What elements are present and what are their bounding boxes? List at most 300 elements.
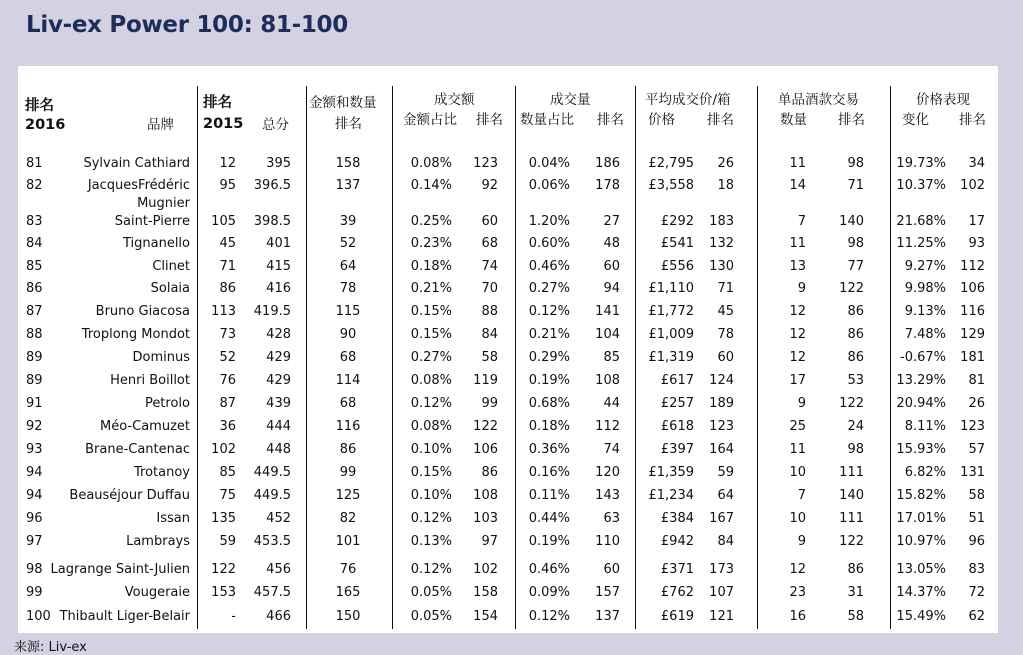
cell-price-change: 14.37% (896, 585, 946, 600)
table-row (18, 585, 998, 603)
header-single-rank: 排名 (838, 112, 865, 128)
cell-avg-price: £762 (660, 585, 694, 600)
cell-turnover-rank: 119 (473, 373, 498, 388)
cell-volume-share: 0.46% (528, 259, 570, 274)
cell-single-count: 12 (789, 327, 806, 342)
cell-price-change: 15.82% (896, 488, 946, 503)
cell-price-change: 9.27% (904, 259, 946, 274)
cell-brand: Solaia (150, 281, 190, 296)
cell-price-change: 7.48% (904, 327, 946, 342)
table-row (18, 327, 998, 345)
cell-total-score: 448 (266, 442, 291, 457)
cell-price-rank: 106 (960, 281, 985, 296)
cell-price-rank: 93 (968, 236, 985, 251)
cell-avg-price: £1,009 (648, 327, 694, 342)
cell-price-rank: 129 (960, 327, 985, 342)
cell-single-rank: 122 (839, 534, 864, 549)
cell-single-rank: 86 (847, 304, 864, 319)
header-volume-rank: 排名 (597, 112, 624, 128)
cell-brand: Petrolo (144, 396, 190, 411)
cell-brand: Vougeraie (124, 585, 190, 600)
cell-rank-2015: - (231, 609, 236, 624)
cell-rank-2015: 75 (219, 488, 236, 503)
cell-avg-price: £556 (660, 259, 694, 274)
header-year-2016: 2016 (25, 117, 66, 133)
cell-turnover-rank: 70 (481, 281, 498, 296)
cell-volume-share: 0.68% (528, 396, 570, 411)
cell-turnover-share: 0.05% (410, 609, 452, 624)
cell-brand: Dominus (132, 350, 190, 365)
cell-rank-2015: 76 (219, 373, 236, 388)
cell-rank-2016: 92 (26, 419, 43, 434)
cell-avg-price-rank: 183 (709, 214, 734, 229)
cell-avg-price: £942 (660, 534, 694, 549)
header-turnover: 成交额 (434, 92, 475, 108)
cell-rank-2016: 97 (26, 534, 43, 549)
cell-price-rank: 131 (960, 465, 985, 480)
cell-single-rank: 98 (847, 156, 864, 171)
cell-volume-share: 0.18% (528, 419, 570, 434)
cell-volume-share: 0.06% (528, 178, 570, 193)
cell-turnover-share: 0.05% (410, 585, 452, 600)
cell-avg-price-rank: 124 (709, 373, 734, 388)
cell-single-rank: 111 (839, 511, 864, 526)
cell-avg-price-rank: 121 (709, 609, 734, 624)
cell-volume-rank: 186 (595, 156, 620, 171)
cell-turnover-rank: 99 (481, 396, 498, 411)
cell-avg-price-rank: 107 (709, 585, 734, 600)
cell-avg-price-rank: 167 (709, 511, 734, 526)
cell-avg-price: £619 (660, 609, 694, 624)
cell-turnover-rank: 86 (481, 465, 498, 480)
cell-avg-price: £1,110 (648, 281, 694, 296)
header-rank-2015-label: 排名 (203, 95, 232, 111)
cell-amount-qty-rank: 76 (339, 562, 357, 577)
cell-turnover-rank: 103 (473, 511, 498, 526)
cell-volume-share: 0.12% (528, 304, 570, 319)
cell-rank-2015: 135 (211, 511, 236, 526)
cell-avg-price: £1,234 (648, 488, 694, 503)
cell-single-rank: 53 (847, 373, 864, 388)
table-row (18, 609, 998, 627)
cell-volume-share: 0.09% (528, 585, 570, 600)
cell-price-rank: 72 (968, 585, 985, 600)
cell-volume-share: 0.29% (528, 350, 570, 365)
cell-rank-2016: 89 (26, 350, 43, 365)
cell-avg-price: £1,772 (648, 304, 694, 319)
cell-single-count: 12 (789, 350, 806, 365)
cell-total-score: 466 (266, 609, 291, 624)
cell-brand: Bruno Giacosa (95, 304, 190, 319)
cell-amount-qty-rank: 116 (335, 419, 361, 434)
cell-amount-qty-rank: 114 (335, 373, 361, 388)
cell-total-score: 415 (266, 259, 291, 274)
cell-amount-qty-rank: 68 (339, 396, 357, 411)
cell-price-change: 19.73% (896, 156, 946, 171)
cell-amount-qty-rank: 39 (339, 214, 357, 229)
cell-brand: Trotanoy (134, 465, 190, 480)
table-row (18, 350, 998, 368)
cell-turnover-share: 0.08% (410, 373, 452, 388)
cell-volume-rank: 120 (595, 465, 620, 480)
cell-turnover-share: 0.08% (410, 419, 452, 434)
cell-rank-2015: 95 (219, 178, 236, 193)
header-price-change: 变化 (902, 112, 929, 128)
cell-single-count: 11 (789, 156, 806, 171)
cell-brand: Méo-Camuzet (100, 419, 190, 434)
table-row (18, 214, 998, 232)
cell-single-count: 7 (797, 488, 806, 503)
cell-rank-2015: 122 (211, 562, 236, 577)
header-turnover-share: 金额占比 (403, 112, 457, 128)
cell-volume-share: 0.60% (528, 236, 570, 251)
cell-turnover-rank: 60 (481, 214, 498, 229)
cell-single-rank: 140 (839, 488, 864, 503)
table-row (18, 156, 998, 174)
cell-volume-share: 0.27% (528, 281, 570, 296)
cell-price-rank: 181 (960, 350, 985, 365)
cell-price-change: 8.11% (904, 419, 946, 434)
cell-avg-price-rank: 132 (709, 236, 734, 251)
cell-rank-2015: 85 (219, 465, 236, 480)
cell-rank-2015: 153 (211, 585, 236, 600)
table-row (18, 511, 998, 529)
cell-amount-qty-rank: 82 (339, 511, 357, 526)
cell-total-score: 395 (266, 156, 291, 171)
table-row (18, 304, 998, 322)
cell-brand: Clinet (152, 259, 190, 274)
header-turnover-rank: 排名 (476, 112, 503, 128)
cell-volume-rank: 137 (595, 609, 620, 624)
header-avg-price: 平均成交价/箱 (645, 92, 731, 108)
cell-avg-price-rank: 78 (717, 327, 734, 342)
cell-rank-2016: 89 (26, 373, 43, 388)
cell-turnover-share: 0.18% (410, 259, 452, 274)
cell-volume-share: 0.21% (528, 327, 570, 342)
cell-volume-rank: 108 (595, 373, 620, 388)
cell-amount-qty-rank: 86 (339, 442, 357, 457)
cell-price-rank: 34 (968, 156, 985, 171)
cell-total-score: 452 (266, 511, 291, 526)
cell-avg-price-rank: 189 (709, 396, 734, 411)
cell-price-change: 17.01% (896, 511, 946, 526)
cell-total-score: 456 (266, 562, 291, 577)
cell-turnover-rank: 84 (481, 327, 498, 342)
cell-turnover-rank: 158 (473, 585, 498, 600)
cell-avg-price: £618 (660, 419, 694, 434)
cell-single-count: 14 (789, 178, 806, 193)
cell-brand: Thibault Liger-Belair (59, 609, 190, 624)
cell-rank-2016: 81 (26, 156, 43, 171)
cell-rank-2015: 36 (219, 419, 236, 434)
cell-amount-qty-rank: 68 (339, 350, 357, 365)
cell-price-change: -0.67% (900, 350, 946, 365)
cell-total-score: 401 (266, 236, 291, 251)
cell-volume-rank: 157 (595, 585, 620, 600)
cell-turnover-share: 0.13% (410, 534, 452, 549)
cell-rank-2016: 85 (26, 259, 43, 274)
cell-single-count: 9 (797, 534, 806, 549)
cell-rank-2016: 99 (26, 585, 43, 600)
cell-volume-share: 0.36% (528, 442, 570, 457)
cell-turnover-share: 0.25% (410, 214, 452, 229)
ranking-table (18, 66, 998, 633)
cell-price-rank: 116 (960, 304, 985, 319)
cell-price-rank: 123 (960, 419, 985, 434)
cell-turnover-rank: 74 (481, 259, 498, 274)
cell-turnover-share: 0.15% (410, 304, 452, 319)
cell-rank-2016: 91 (26, 396, 43, 411)
cell-amount-qty-rank: 165 (335, 585, 361, 600)
cell-total-score: 449.5 (253, 465, 291, 480)
cell-single-count: 10 (789, 465, 806, 480)
cell-rank-2016: 82 (26, 178, 43, 193)
cell-brand: Henri Boillot (110, 373, 190, 388)
cell-rank-2015: 59 (219, 534, 236, 549)
table-row (18, 178, 998, 211)
cell-price-change: 15.93% (896, 442, 946, 457)
table-row (18, 465, 998, 483)
table-row (18, 259, 998, 277)
cell-avg-price-rank: 71 (717, 281, 734, 296)
cell-avg-price-rank: 130 (709, 259, 734, 274)
cell-volume-rank: 27 (603, 214, 620, 229)
cell-rank-2016: 94 (26, 488, 43, 503)
header-amount-qty-rank: 排名 (335, 116, 362, 132)
cell-avg-price-rank: 59 (717, 465, 734, 480)
cell-single-rank: 111 (839, 465, 864, 480)
table-row (18, 534, 998, 552)
cell-amount-qty-rank: 64 (339, 259, 357, 274)
cell-brand: Issan (156, 511, 190, 526)
table-row (18, 419, 998, 437)
cell-rank-2015: 113 (211, 304, 236, 319)
cell-amount-qty-rank: 125 (335, 488, 361, 503)
cell-price-rank: 83 (968, 562, 985, 577)
cell-volume-share: 0.11% (528, 488, 570, 503)
cell-single-rank: 31 (847, 585, 864, 600)
cell-turnover-rank: 108 (473, 488, 498, 503)
cell-turnover-rank: 58 (481, 350, 498, 365)
cell-price-change: 15.49% (896, 609, 946, 624)
cell-avg-price-rank: 164 (709, 442, 734, 457)
cell-price-rank: 62 (968, 609, 985, 624)
cell-turnover-rank: 92 (481, 178, 498, 193)
header-volume-share: 数量占比 (520, 112, 574, 128)
cell-amount-qty-rank: 78 (339, 281, 357, 296)
table-row (18, 442, 998, 460)
cell-single-count: 11 (789, 236, 806, 251)
cell-volume-share: 0.46% (528, 562, 570, 577)
cell-price-rank: 102 (960, 178, 985, 193)
cell-brand: Lambrays (126, 534, 190, 549)
cell-rank-2015: 105 (211, 214, 236, 229)
cell-single-rank: 58 (847, 609, 864, 624)
cell-total-score: 449.5 (253, 488, 291, 503)
header-price-rank: 排名 (959, 112, 986, 128)
cell-rank-2016: 98 (26, 562, 43, 577)
table-row (18, 488, 998, 506)
cell-single-rank: 71 (847, 178, 864, 193)
cell-price-rank: 58 (968, 488, 985, 503)
cell-volume-rank: 178 (595, 178, 620, 193)
cell-volume-share: 0.16% (528, 465, 570, 480)
cell-total-score: 439 (266, 396, 291, 411)
cell-single-count: 10 (789, 511, 806, 526)
header-avg-price-rank: 排名 (707, 112, 734, 128)
cell-turnover-share: 0.10% (410, 488, 452, 503)
cell-volume-rank: 104 (595, 327, 620, 342)
cell-amount-qty-rank: 90 (339, 327, 357, 342)
cell-volume-rank: 63 (603, 511, 620, 526)
cell-avg-price: £2,795 (648, 156, 694, 171)
cell-volume-share: 0.19% (528, 373, 570, 388)
header-amount-qty: 金额和数量 (309, 95, 377, 111)
table-row (18, 281, 998, 299)
source-note: 来源: Liv-ex (14, 640, 87, 655)
header-single-count: 数量 (780, 112, 807, 128)
cell-total-score: 428 (266, 327, 291, 342)
cell-avg-price-rank: 64 (717, 488, 734, 503)
cell-rank-2015: 73 (219, 327, 236, 342)
cell-amount-qty-rank: 99 (339, 465, 357, 480)
cell-amount-qty-rank: 115 (335, 304, 361, 319)
cell-single-rank: 86 (847, 350, 864, 365)
cell-turnover-share: 0.15% (410, 327, 452, 342)
table-row (18, 396, 998, 414)
cell-single-rank: 140 (839, 214, 864, 229)
cell-price-rank: 17 (968, 214, 985, 229)
cell-volume-rank: 60 (603, 562, 620, 577)
cell-avg-price-rank: 18 (717, 178, 734, 193)
cell-amount-qty-rank: 137 (335, 178, 361, 193)
cell-brand: JacquesFrédéric (87, 178, 190, 193)
cell-rank-2015: 12 (219, 156, 236, 171)
cell-rank-2015: 86 (219, 281, 236, 296)
cell-avg-price: £292 (660, 214, 694, 229)
cell-volume-rank: 74 (603, 442, 620, 457)
cell-rank-2016: 100 (26, 609, 51, 624)
cell-total-score: 429 (266, 373, 291, 388)
cell-brand: Beauséjour Duffau (69, 488, 190, 503)
cell-amount-qty-rank: 101 (335, 534, 361, 549)
cell-brand: Saint-Pierre (114, 214, 190, 229)
cell-single-rank: 98 (847, 442, 864, 457)
cell-turnover-rank: 106 (473, 442, 498, 457)
cell-turnover-share: 0.12% (410, 511, 452, 526)
cell-single-count: 13 (789, 259, 806, 274)
cell-total-score: 419.5 (253, 304, 291, 319)
cell-price-change: 6.82% (904, 465, 946, 480)
cell-single-count: 9 (797, 281, 806, 296)
cell-amount-qty-rank: 52 (339, 236, 357, 251)
cell-volume-rank: 112 (595, 419, 620, 434)
cell-avg-price-rank: 173 (709, 562, 734, 577)
header-avg-price-value: 价格 (648, 112, 675, 128)
cell-avg-price: £384 (660, 511, 694, 526)
cell-rank-2015: 102 (211, 442, 236, 457)
cell-turnover-rank: 68 (481, 236, 498, 251)
cell-price-rank: 81 (968, 373, 985, 388)
header-single-wine: 单品酒款交易 (778, 92, 859, 108)
cell-price-rank: 112 (960, 259, 985, 274)
cell-rank-2016: 88 (26, 327, 43, 342)
cell-volume-rank: 141 (595, 304, 620, 319)
cell-turnover-rank: 154 (473, 609, 498, 624)
cell-single-count: 17 (789, 373, 806, 388)
cell-rank-2015: 45 (219, 236, 236, 251)
cell-price-change: 9.13% (904, 304, 946, 319)
cell-turnover-rank: 102 (473, 562, 498, 577)
cell-turnover-share: 0.12% (410, 562, 452, 577)
cell-volume-rank: 60 (603, 259, 620, 274)
cell-price-rank: 57 (968, 442, 985, 457)
cell-avg-price-rank: 60 (717, 350, 734, 365)
cell-single-count: 11 (789, 442, 806, 457)
cell-total-score: 398.5 (253, 214, 291, 229)
cell-single-count: 7 (797, 214, 806, 229)
cell-avg-price: £1,359 (648, 465, 694, 480)
cell-avg-price-rank: 45 (717, 304, 734, 319)
cell-turnover-share: 0.10% (410, 442, 452, 457)
cell-brand: Sylvain Cathiard (83, 156, 190, 171)
cell-total-score: 457.5 (253, 585, 291, 600)
cell-rank-2015: 87 (219, 396, 236, 411)
cell-rank-2016: 83 (26, 214, 43, 229)
header-price-perf: 价格表现 (916, 92, 970, 108)
cell-rank-2016: 84 (26, 236, 43, 251)
cell-single-rank: 122 (839, 281, 864, 296)
cell-brand: Lagrange Saint-Julien (50, 562, 190, 577)
cell-turnover-share: 0.14% (410, 178, 452, 193)
cell-volume-share: 0.04% (528, 156, 570, 171)
cell-avg-price: £257 (660, 396, 694, 411)
cell-turnover-rank: 97 (481, 534, 498, 549)
cell-volume-rank: 85 (603, 350, 620, 365)
cell-rank-2015: 52 (219, 350, 236, 365)
cell-turnover-share: 0.15% (410, 465, 452, 480)
header-total-score: 总分 (262, 117, 289, 133)
header-year-2015: 2015 (203, 116, 244, 132)
cell-single-count: 12 (789, 304, 806, 319)
cell-price-change: 21.68% (896, 214, 946, 229)
cell-avg-price: £617 (660, 373, 694, 388)
header-rank-2016-label: 排名 (25, 98, 54, 114)
cell-price-change: 20.94% (896, 396, 946, 411)
cell-brand: Troplong Mondot (81, 327, 190, 342)
cell-volume-rank: 44 (603, 396, 620, 411)
cell-rank-2015: 71 (219, 259, 236, 274)
cell-single-rank: 122 (839, 396, 864, 411)
cell-turnover-rank: 88 (481, 304, 498, 319)
cell-volume-rank: 48 (603, 236, 620, 251)
cell-volume-rank: 143 (595, 488, 620, 503)
cell-rank-2016: 86 (26, 281, 43, 296)
cell-total-score: 453.5 (253, 534, 291, 549)
cell-price-change: 11.25% (896, 236, 946, 251)
cell-rank-2016: 94 (26, 465, 43, 480)
cell-single-count: 12 (789, 562, 806, 577)
cell-avg-price: £541 (660, 236, 694, 251)
cell-avg-price: £1,319 (648, 350, 694, 365)
cell-turnover-share: 0.08% (410, 156, 452, 171)
cell-price-change: 10.97% (896, 534, 946, 549)
header-volume: 成交量 (550, 92, 591, 108)
table-row (18, 236, 998, 254)
cell-rank-2016: 93 (26, 442, 43, 457)
cell-single-count: 25 (789, 419, 806, 434)
cell-price-change: 10.37% (896, 178, 946, 193)
